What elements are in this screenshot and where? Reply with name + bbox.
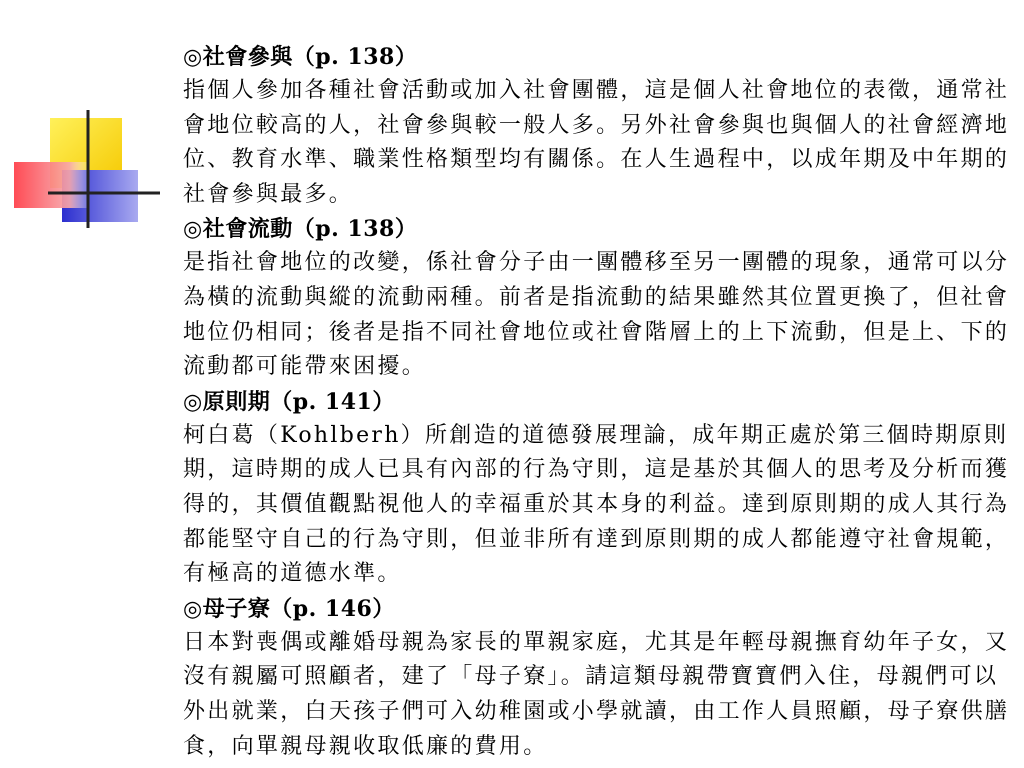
entry-social-mobility <box>183 212 1013 384</box>
term-heading: ◎社會參與（p. 138） <box>183 44 418 70</box>
term-heading: ◎社會流動（p. 138） <box>183 216 418 243</box>
term-heading: ◎原則期（p. 141） <box>183 388 395 415</box>
red-square <box>14 162 88 208</box>
term-heading: ◎母子寮（p. 146） <box>183 595 395 622</box>
entry-social-participation <box>183 40 1013 212</box>
decorative-logo <box>0 0 160 240</box>
term-definition: 柯白葛（Kohlberh）所創造的道德發展理論，成年期正處於第三個時期原則期，這時期的成人已具有內部的行為守則，這是基於其個人的思考及分析而獲得的，其價值觀點視他人的幸福重於其本身的利益。達到原則期的成人其行為都能堅守自己的行為守則，但並非所有達到原則期的成人都能遵守社會規範，有極高的道德水準。 <box>183 422 1010 587</box>
entry-principled-stage <box>183 385 1013 592</box>
entry-mother-child-home <box>183 592 1013 764</box>
term-definition: 日本對喪偶或離婚母親為家長的單親家庭，尤其是年輕母親撫育幼年子女，又沒有親屬可照顧者，建了「母子寮」。請這類母親帶寶寶們入住，母親們可以外出就業，白天孩子們可入幼稚園或小學就讀，由工作人員照顧，母子寮供膳食，向單親母親收取低廉的費用。 <box>183 629 1010 759</box>
term-definition: 指個人參加各種社會活動或加入社會團體，這是個人社會地位的表徵，通常社會地位較高的人，社會參與較一般人多。另外社會參與也與個人的社會經濟地位、教育水準、職業性格類型均有關係。在人生過程中，以成年期及中年期的社會參與最多。 <box>183 78 1010 207</box>
term-definition: 是指社會地位的改變，係社會分子由一團體移至另一團體的現象，通常可以分為橫的流動與縱的流動兩種。前者是指流動的結果雖然其位置更換了，但社會地位仍相同；後者是指不同社會地位或社會階層上的上下流動，但是上、下的流動都可能帶來困擾。 <box>183 250 1010 380</box>
glossary-content <box>183 40 1013 764</box>
